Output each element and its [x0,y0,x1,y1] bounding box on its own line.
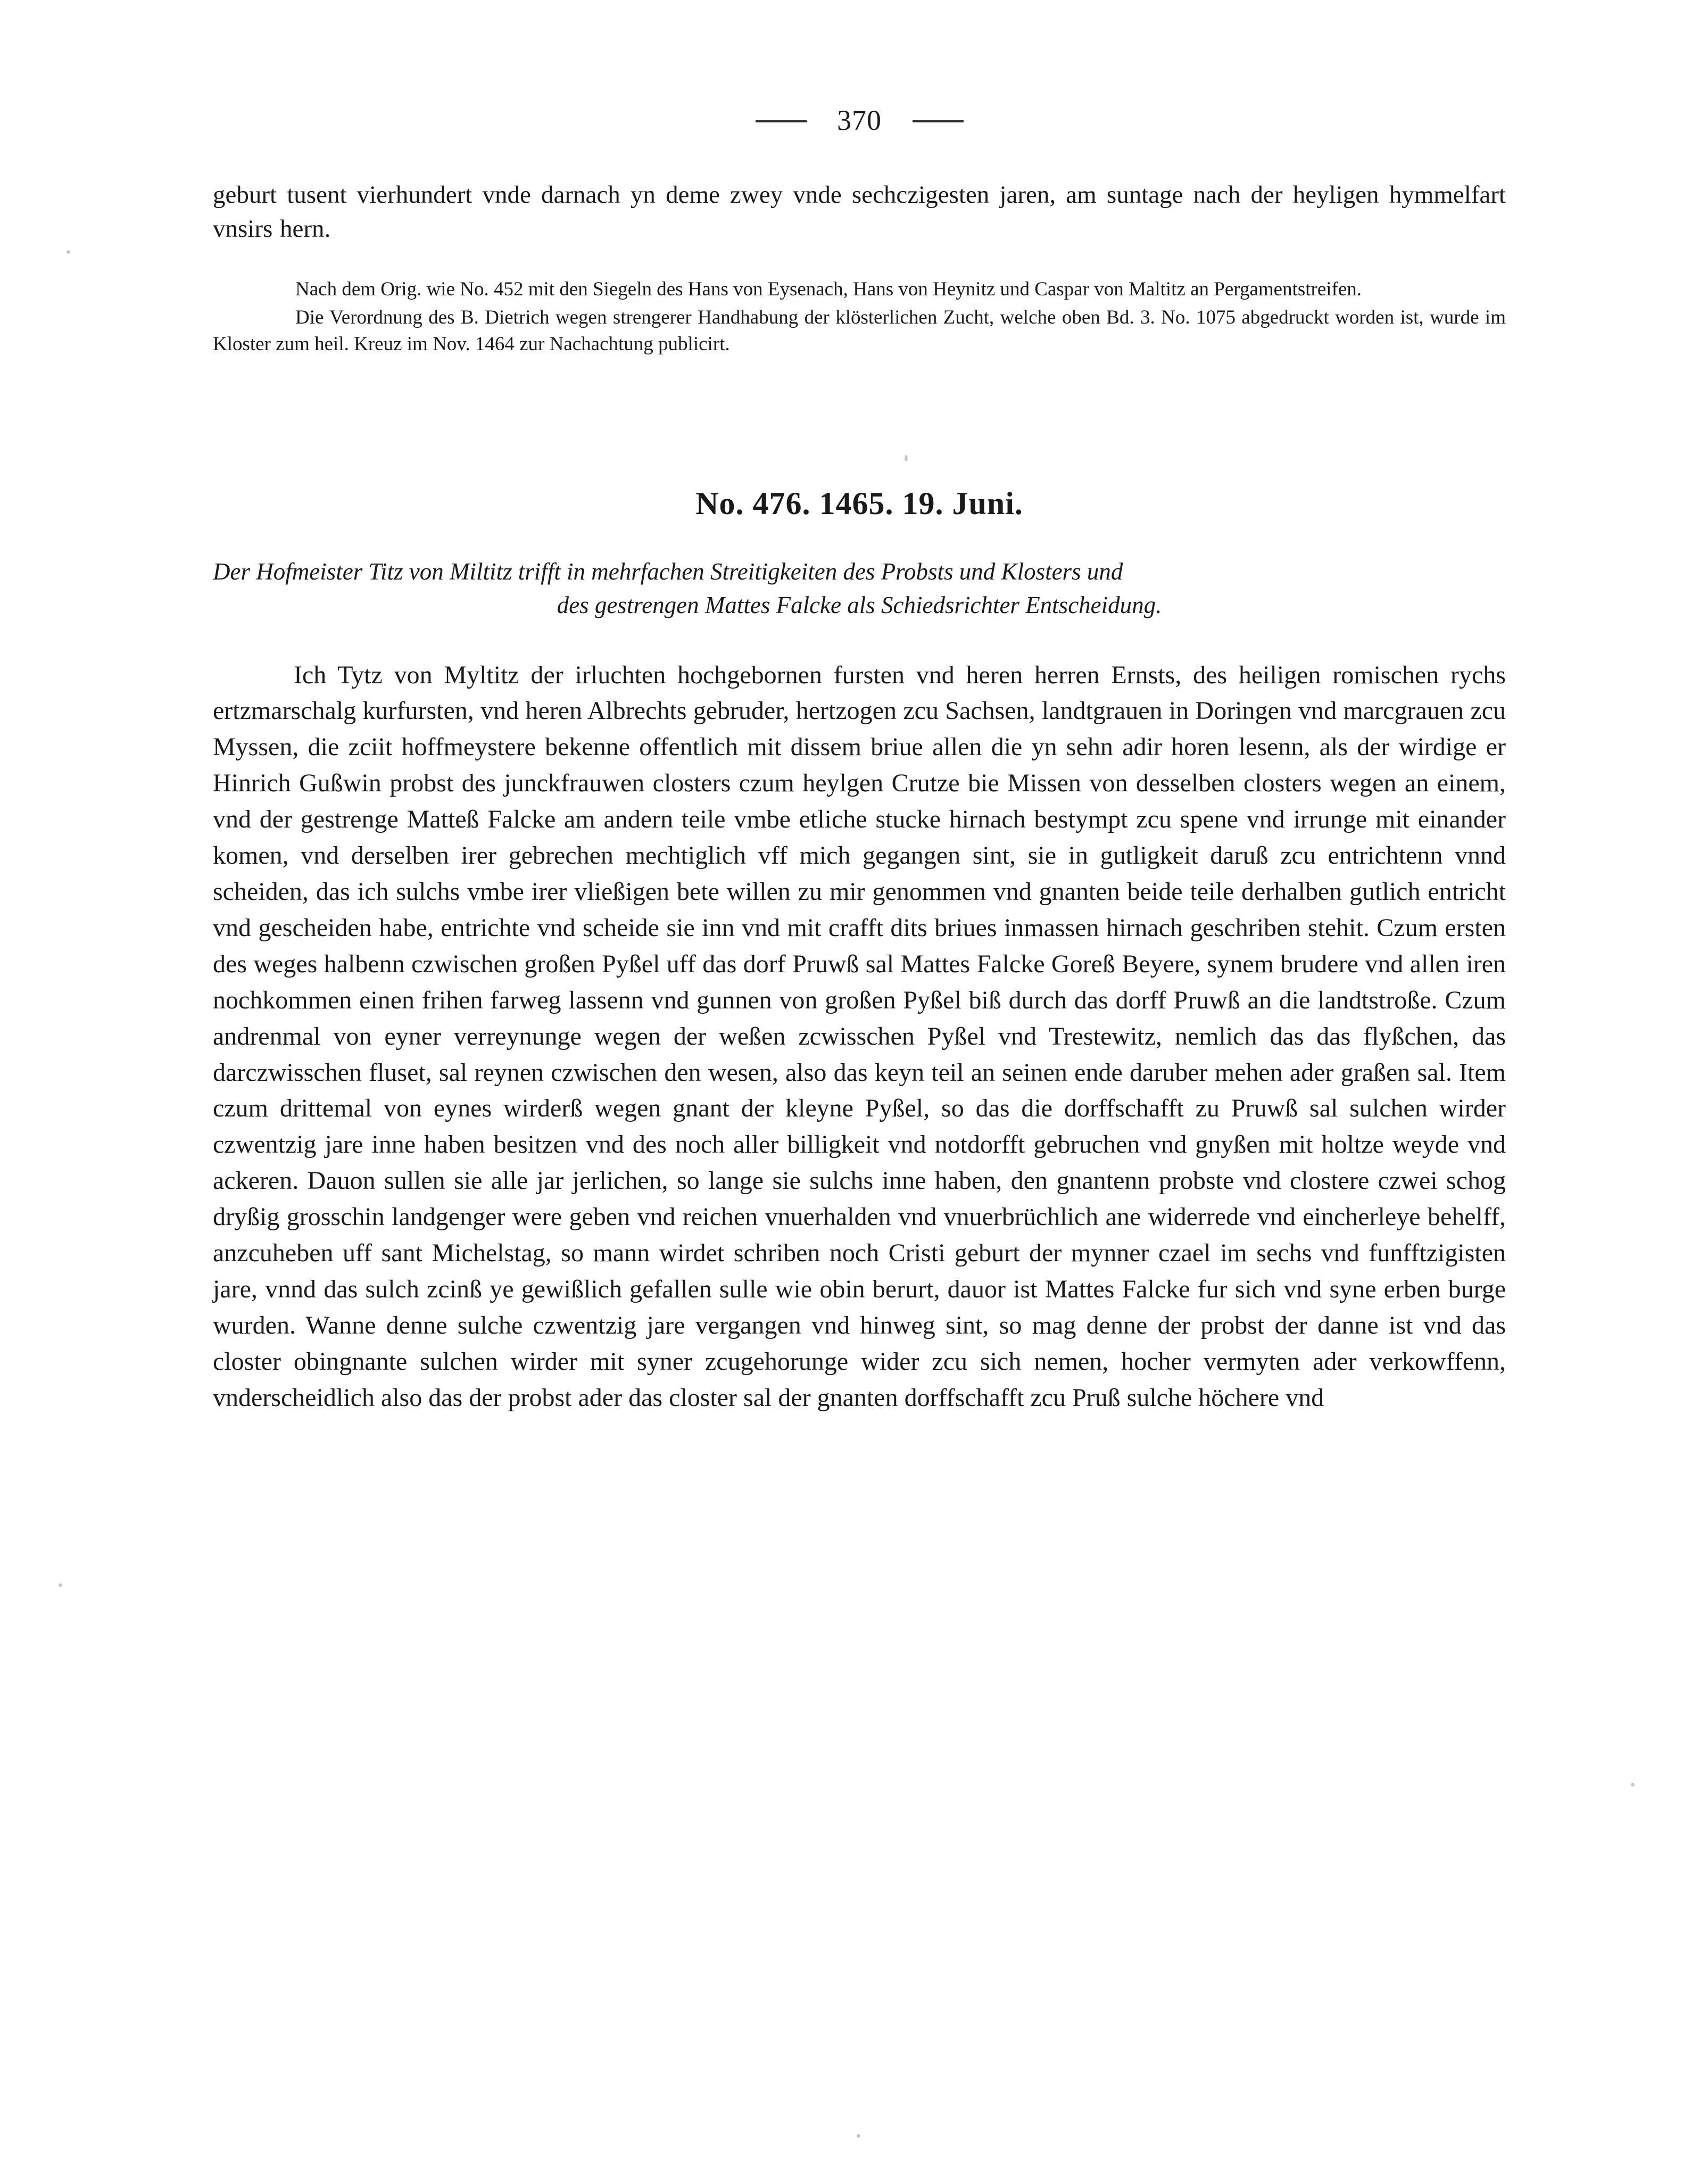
scan-speck [59,1583,62,1587]
page-number-row [213,104,1506,137]
scan-speck [1631,1783,1635,1786]
note-source: Nach dem Orig. wie No. 452 mit den Siegeln des Hans von Eysenach, Hans von Heynitz und Caspar von Maltitz an Pergamentstreifen. [295,278,1362,300]
continued-paragraph [213,178,1506,246]
scan-speck [67,250,70,254]
page-number: 370 [837,104,882,136]
rule-left [756,120,807,122]
document-summary-line-2: des gestrengen Mattes Falcke als Schiedsrichter Entscheidung. [557,591,1162,618]
charter-body-text: Ich Tytz von Myltitz der irluchten hochgebornen fursten vnd heren herren Ernsts, des heiligen romischen rychs ertzmarschalg kurfursten, vnd heren Albrechts gebruder, hertzogen zcu Sachsen, landtgrauen in Doringen vnd marcgrauen zcu Myssen, die zciit hoffmeystere bekenne offentlich mit dissem briue allen die yn sehn adir horen lesenn, als der wirdige er Hinrich Gußwin probst des junckfrauwen closters czum heylgen Crutze bie Missen von desselben closters wegen an einem, vnd der gestrenge Matteß Falcke am andern teile vmbe etliche stucke hirnach bestympt zcu spene vnd irrunge mit einander komen, vnd derselben irer gebrechen mechtiglich vff mich gegangen sint, sie in gutligkeit daruß zcu entrichtenn vnnd scheiden, das ich sulchs vmbe irer vließigen bete willen zu mir genommen vnd gnanten beide teile derhalben gutlich entricht vnd gescheiden habe, entrichte vnd scheide sie inn vnd mit crafft dits briues inmassen hirnach geschriben stehit. Czum ersten des weges halbenn czwischen großen Pyßel uff das dorf Pruwß sal Mattes Falcke Goreß Beyere, synem brudere vnd allen iren nochkommen einen frihen farweg lassenn vnd gunnen von großen Pyßel biß durch das dorff Pruwß an die landtstroße. Czum andrenmal von eyner verreynunge wegen der weßen zcwisschen Pyßel vnd Trestewitz, nemlich das das flyßchen, das darczwisschen fluset, sal reynen czwischen den wesen, also das keyn teil an seinen ende daruber mehen ader graßen sal. Item czum drittemal von eynes wirderß wegen gnant der kleyne Pyßel, so das die dorffschafft zu Pruwß sal sulchen wirder czwentzig jare inne haben besitzen vnd des noch aller billigkeit vnd notdorfft gebruchen vnd gnyßen mit holtze weyde vnd ackeren. Dauon sullen sie alle jar jerlichen, so lange sie sulchs inne haben, den gnantenn probste vnd clostere czwei schog dryßig grosschin landgenger were geben vnd reichen vnuerhalden vnd vnuerbrüchlich ane widerrede vnd eincherleye behelff, anzcuheben uff sant Michelstag, so mann wirdet schriben noch Cristi geburt der mynner czael im sechs vnd funfftzigisten jare, vnnd das sulch zcinß ye gewißlich gefallen sulle wie obin berurt, dauor ist Mattes Falcke fur sich vnd syne erben burge wurden. Wanne denne sulche czwentzig jare vergangen vnd hinweg sint, so mag denne der probst der danne ist vnd das closter obingnante sulchen wirder mit syner zcugehorunge wider zcu sich nemen, hocher vermyten ader verkowffenn, vnderscheidlich also das der probst ader das closter sal der gnanten dorffschafft zcu Pruß sulche höchere vnd [213,660,1506,1412]
rule-right [913,120,964,122]
charter-body [213,657,1506,1416]
continued-paragraph-text: geburt tusent vierhundert vnde darnach yn deme zwey vnde sechczigesten jaren, am suntage nach der heyligen hymmelfart vnsirs hern. [213,181,1506,243]
scan-speck [857,2134,860,2138]
footnotes-block [213,276,1506,358]
document-summary-line-1: Der Hofmeister Titz von Miltitz trifft in mehrfachen Streitigkeiten des Probsts und Klosters und [213,558,1123,585]
note-ordinance: Die Verordnung des B. Dietrich wegen strengerer Handhabung der klösterlichen Zucht, welche oben Bd. 3. No. 1075 abgedruckt worden ist, wurde im Kloster zum heil. Kreuz im Nov. 1464 zur Nachachtung publicirt. [213,307,1506,355]
document-summary [213,555,1506,622]
document-number-heading: No. 476. 1465. 19. Juni. [695,485,1023,521]
page-content [213,0,1506,1416]
